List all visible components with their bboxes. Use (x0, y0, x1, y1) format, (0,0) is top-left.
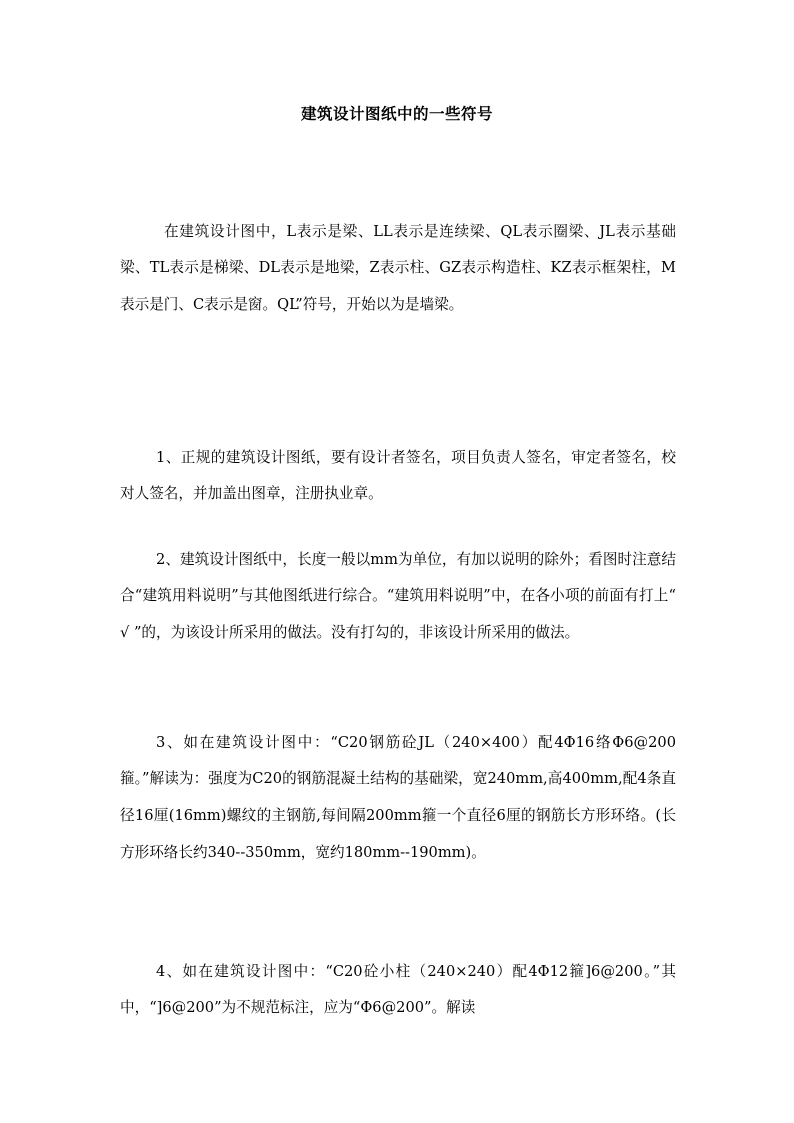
paragraph-3: 3、如在建筑设计图中：“C20钢筋砼JL（240×400）配4Φ16络Φ6@200箍。”解读为：强度为C20的钢筋混凝土结构的基础梁，宽240mm,高400mm,配4条直径16厘(16mm)螺纹的主钢筋,每间隔200mm箍一个直径6厘的钢筋长方形环络。(长方形环络长约340--350mm，宽约180mm--190mm)。 (120, 733, 676, 861)
paragraph-1: 1、正规的建筑设计图纸，要有设计者签名，项目负责人签名，审定者签名，校对人签名，并加盖出图章，注册执业章。 (120, 448, 676, 503)
paragraph-2: 2、建筑设计图纸中，长度一般以mm为单位，有加以说明的除外；看图时注意结合“建筑用料说明”与其他图纸进行综合。“建筑用料说明”中，在各小项的前面有打上“ √ ”的，为该设计所采用的做法。没有打勾的，非该设计所采用的做法。 (120, 550, 676, 642)
page-title: 建筑设计图纸中的一些符号 (300, 104, 493, 123)
paragraph-4: 4、如在建筑设计图中：“C20砼小柱（240×240）配4Φ12箍]6@200。”其中，“]6@200”为不规范标注，应为“Φ6@200”。解读 (120, 962, 676, 1017)
intro-paragraph: 在建筑设计图中，L表示是梁、LL表示是连续梁、QL表示圈梁、JL表示基础梁、TL表示是梯梁、DL表示是地梁，Z表示柱、GZ表示构造柱、KZ表示框架柱，M表示是门、C表示是窗。QL”符号，开始以为是墙梁。 (120, 222, 676, 314)
